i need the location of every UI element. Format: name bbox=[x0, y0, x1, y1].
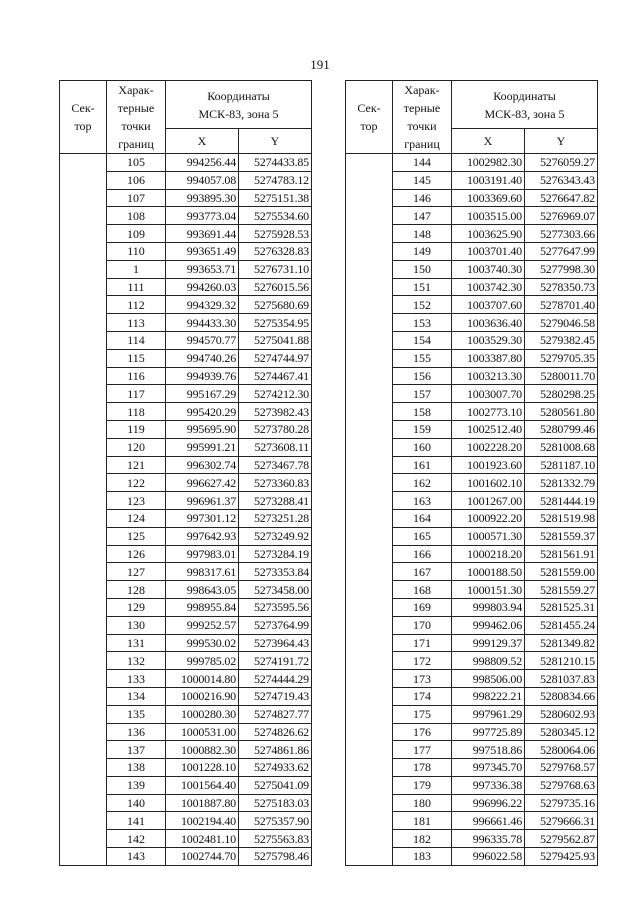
point-number-cell: 175 bbox=[393, 705, 452, 723]
y-coordinate-cell: 5278701.40 bbox=[525, 296, 598, 314]
point-number-cell: 162 bbox=[393, 474, 452, 492]
page-number: 191 bbox=[310, 57, 330, 72]
x-coordinate-cell: 1001602.10 bbox=[452, 474, 525, 492]
x-coordinate-cell: 1003529.30 bbox=[452, 331, 525, 349]
y-coordinate-cell: 5281519.98 bbox=[525, 509, 598, 527]
x-coordinate-cell: 993691.44 bbox=[166, 225, 239, 243]
y-coordinate-cell: 5274191.72 bbox=[239, 652, 312, 670]
header-coordinates bbox=[452, 81, 598, 129]
y-coordinate-cell: 5274861.86 bbox=[239, 741, 312, 759]
y-coordinate-cell: 5279425.93 bbox=[525, 848, 598, 866]
header-sector bbox=[60, 81, 107, 154]
coordinates-table-left bbox=[59, 80, 312, 866]
x-coordinate-cell: 998222.21 bbox=[452, 687, 525, 705]
y-coordinate-cell: 5273251.28 bbox=[239, 509, 312, 527]
y-coordinate-cell: 5279046.58 bbox=[525, 314, 598, 332]
y-coordinate-cell: 5280064.06 bbox=[525, 741, 598, 759]
y-coordinate-cell: 5274827.77 bbox=[239, 705, 312, 723]
y-coordinate-cell: 5273353.84 bbox=[239, 563, 312, 581]
y-coordinate-cell: 5279666.31 bbox=[525, 812, 598, 830]
x-coordinate-cell: 1003707.60 bbox=[452, 296, 525, 314]
x-coordinate-cell: 1001228.10 bbox=[166, 759, 239, 777]
point-number-cell: 139 bbox=[107, 776, 166, 794]
point-number-cell: 160 bbox=[393, 438, 452, 456]
y-coordinate-cell: 5274933.62 bbox=[239, 759, 312, 777]
point-number-cell: 183 bbox=[393, 848, 452, 866]
x-coordinate-cell: 994433.30 bbox=[166, 314, 239, 332]
x-coordinate-cell: 995167.29 bbox=[166, 385, 239, 403]
y-coordinate-cell: 5273982.43 bbox=[239, 403, 312, 421]
point-number-cell: 113 bbox=[107, 314, 166, 332]
x-coordinate-cell: 999530.02 bbox=[166, 634, 239, 652]
x-coordinate-cell: 996627.42 bbox=[166, 474, 239, 492]
x-coordinate-cell: 998809.52 bbox=[452, 652, 525, 670]
y-coordinate-cell: 5276328.83 bbox=[239, 242, 312, 260]
x-coordinate-cell: 1003625.90 bbox=[452, 225, 525, 243]
x-coordinate-cell: 999462.06 bbox=[452, 616, 525, 634]
x-coordinate-cell: 1001923.60 bbox=[452, 456, 525, 474]
point-number-cell: 106 bbox=[107, 171, 166, 189]
x-coordinate-cell: 996335.78 bbox=[452, 830, 525, 848]
sector-cell bbox=[346, 154, 393, 866]
point-number-cell: 174 bbox=[393, 687, 452, 705]
x-coordinate-cell: 994256.44 bbox=[166, 154, 239, 172]
y-coordinate-cell: 5276647.82 bbox=[525, 189, 598, 207]
y-coordinate-cell: 5276969.07 bbox=[525, 207, 598, 225]
header-x: X bbox=[166, 129, 239, 154]
x-coordinate-cell: 1000218.20 bbox=[452, 545, 525, 563]
point-number-cell: 131 bbox=[107, 634, 166, 652]
point-number-cell: 118 bbox=[107, 403, 166, 421]
point-number-cell: 107 bbox=[107, 189, 166, 207]
x-coordinate-cell: 993895.30 bbox=[166, 189, 239, 207]
point-number-cell: 142 bbox=[107, 830, 166, 848]
y-coordinate-cell: 5279768.63 bbox=[525, 776, 598, 794]
point-number-cell: 169 bbox=[393, 598, 452, 616]
point-number-cell: 158 bbox=[393, 403, 452, 421]
x-coordinate-cell: 997345.70 bbox=[452, 759, 525, 777]
x-coordinate-cell: 993653.71 bbox=[166, 260, 239, 278]
point-number-cell: 130 bbox=[107, 616, 166, 634]
point-number-cell: 112 bbox=[107, 296, 166, 314]
point-number-cell: 111 bbox=[107, 278, 166, 296]
point-number-cell: 141 bbox=[107, 812, 166, 830]
x-coordinate-cell: 1000571.30 bbox=[452, 527, 525, 545]
header-points-label: Харак- терные точки границ bbox=[403, 83, 441, 151]
point-number-cell: 159 bbox=[393, 420, 452, 438]
y-coordinate-cell: 5279382.45 bbox=[525, 331, 598, 349]
x-coordinate-cell: 1003515.00 bbox=[452, 207, 525, 225]
point-number-cell: 154 bbox=[393, 331, 452, 349]
point-number-cell: 171 bbox=[393, 634, 452, 652]
y-coordinate-cell: 5274212.30 bbox=[239, 385, 312, 403]
x-coordinate-cell: 997518.86 bbox=[452, 741, 525, 759]
point-number-cell: 168 bbox=[393, 581, 452, 599]
x-coordinate-cell: 996661.46 bbox=[452, 812, 525, 830]
y-coordinate-cell: 5273284.19 bbox=[239, 545, 312, 563]
y-coordinate-cell: 5281332.79 bbox=[525, 474, 598, 492]
point-number-cell: 147 bbox=[393, 207, 452, 225]
y-coordinate-cell: 5276731.10 bbox=[239, 260, 312, 278]
x-coordinate-cell: 1000216.90 bbox=[166, 687, 239, 705]
point-number-cell: 180 bbox=[393, 794, 452, 812]
x-coordinate-cell: 994057.08 bbox=[166, 171, 239, 189]
point-number-cell: 138 bbox=[107, 759, 166, 777]
sector-cell bbox=[60, 154, 107, 866]
x-coordinate-cell: 1002744.70 bbox=[166, 848, 239, 866]
header-y: Y bbox=[239, 129, 312, 154]
x-coordinate-cell: 1002481.10 bbox=[166, 830, 239, 848]
x-coordinate-cell: 1001564.40 bbox=[166, 776, 239, 794]
x-coordinate-cell: 1003191.40 bbox=[452, 171, 525, 189]
y-coordinate-cell: 5279562.87 bbox=[525, 830, 598, 848]
x-coordinate-cell: 999803.94 bbox=[452, 598, 525, 616]
y-coordinate-cell: 5276343.43 bbox=[525, 171, 598, 189]
point-number-cell: 156 bbox=[393, 367, 452, 385]
point-number-cell: 148 bbox=[393, 225, 452, 243]
y-coordinate-cell: 5280799.46 bbox=[525, 420, 598, 438]
table-row bbox=[346, 154, 598, 172]
x-coordinate-cell: 1000531.00 bbox=[166, 723, 239, 741]
x-coordinate-cell: 1003387.80 bbox=[452, 349, 525, 367]
point-number-cell: 146 bbox=[393, 189, 452, 207]
y-coordinate-cell: 5280834.66 bbox=[525, 687, 598, 705]
x-coordinate-cell: 996961.37 bbox=[166, 492, 239, 510]
y-coordinate-cell: 5274433.85 bbox=[239, 154, 312, 172]
y-coordinate-cell: 5281349.82 bbox=[525, 634, 598, 652]
point-number-cell: 1 bbox=[107, 260, 166, 278]
x-coordinate-cell: 998506.00 bbox=[452, 670, 525, 688]
x-coordinate-cell: 998317.61 bbox=[166, 563, 239, 581]
y-coordinate-cell: 5277998.30 bbox=[525, 260, 598, 278]
x-coordinate-cell: 996302.74 bbox=[166, 456, 239, 474]
y-coordinate-cell: 5281525.31 bbox=[525, 598, 598, 616]
y-coordinate-cell: 5281210.15 bbox=[525, 652, 598, 670]
y-coordinate-cell: 5273249.92 bbox=[239, 527, 312, 545]
x-coordinate-cell: 1003007.70 bbox=[452, 385, 525, 403]
y-coordinate-cell: 5275563.83 bbox=[239, 830, 312, 848]
y-coordinate-cell: 5280298.25 bbox=[525, 385, 598, 403]
point-number-cell: 177 bbox=[393, 741, 452, 759]
x-coordinate-cell: 997961.29 bbox=[452, 705, 525, 723]
point-number-cell: 166 bbox=[393, 545, 452, 563]
x-coordinate-cell: 998955.84 bbox=[166, 598, 239, 616]
x-coordinate-cell: 1000014.80 bbox=[166, 670, 239, 688]
table-body-right bbox=[346, 154, 598, 866]
x-coordinate-cell: 1003742.30 bbox=[452, 278, 525, 296]
point-number-cell: 165 bbox=[393, 527, 452, 545]
y-coordinate-cell: 5274467.41 bbox=[239, 367, 312, 385]
x-coordinate-cell: 1001267.00 bbox=[452, 492, 525, 510]
header-sector-label: Сек- тор bbox=[71, 101, 95, 133]
x-coordinate-cell: 994939.76 bbox=[166, 367, 239, 385]
x-coordinate-cell: 1000882.30 bbox=[166, 741, 239, 759]
point-number-cell: 128 bbox=[107, 581, 166, 599]
x-coordinate-cell: 1003740.30 bbox=[452, 260, 525, 278]
point-number-cell: 115 bbox=[107, 349, 166, 367]
x-coordinate-cell: 993651.49 bbox=[166, 242, 239, 260]
point-number-cell: 161 bbox=[393, 456, 452, 474]
x-coordinate-cell: 1000280.30 bbox=[166, 705, 239, 723]
x-coordinate-cell: 996996.22 bbox=[452, 794, 525, 812]
x-coordinate-cell: 993773.04 bbox=[166, 207, 239, 225]
x-coordinate-cell: 1001887.80 bbox=[166, 794, 239, 812]
header-sector bbox=[346, 81, 393, 154]
point-number-cell: 123 bbox=[107, 492, 166, 510]
point-number-cell: 114 bbox=[107, 331, 166, 349]
header-coordinates-label: Координаты МСК-83, зона 5 bbox=[198, 88, 279, 121]
header-coordinates bbox=[166, 81, 312, 129]
y-coordinate-cell: 5281559.00 bbox=[525, 563, 598, 581]
point-number-cell: 125 bbox=[107, 527, 166, 545]
y-coordinate-cell: 5281187.10 bbox=[525, 456, 598, 474]
point-number-cell: 170 bbox=[393, 616, 452, 634]
y-coordinate-cell: 5281455.24 bbox=[525, 616, 598, 634]
y-coordinate-cell: 5273360.83 bbox=[239, 474, 312, 492]
point-number-cell: 163 bbox=[393, 492, 452, 510]
point-number-cell: 136 bbox=[107, 723, 166, 741]
y-coordinate-cell: 5275041.09 bbox=[239, 776, 312, 794]
point-number-cell: 127 bbox=[107, 563, 166, 581]
point-number-cell: 182 bbox=[393, 830, 452, 848]
x-coordinate-cell: 994329.32 bbox=[166, 296, 239, 314]
header-coordinates-label: Координаты МСК-83, зона 5 bbox=[484, 88, 565, 121]
point-number-cell: 181 bbox=[393, 812, 452, 830]
x-coordinate-cell: 1000922.20 bbox=[452, 509, 525, 527]
y-coordinate-cell: 5273780.28 bbox=[239, 420, 312, 438]
y-coordinate-cell: 5276015.56 bbox=[239, 278, 312, 296]
y-coordinate-cell: 5275798.46 bbox=[239, 848, 312, 866]
y-coordinate-cell: 5281037.83 bbox=[525, 670, 598, 688]
x-coordinate-cell: 997301.12 bbox=[166, 509, 239, 527]
y-coordinate-cell: 5280345.12 bbox=[525, 723, 598, 741]
y-coordinate-cell: 5273595.56 bbox=[239, 598, 312, 616]
x-coordinate-cell: 1002228.20 bbox=[452, 438, 525, 456]
point-number-cell: 140 bbox=[107, 794, 166, 812]
x-coordinate-cell: 997983.01 bbox=[166, 545, 239, 563]
x-coordinate-cell: 1000151.30 bbox=[452, 581, 525, 599]
y-coordinate-cell: 5273467.78 bbox=[239, 456, 312, 474]
y-coordinate-cell: 5273764.99 bbox=[239, 616, 312, 634]
y-coordinate-cell: 5279735.16 bbox=[525, 794, 598, 812]
x-coordinate-cell: 994260.03 bbox=[166, 278, 239, 296]
x-coordinate-cell: 997725.89 bbox=[452, 723, 525, 741]
y-coordinate-cell: 5275354.95 bbox=[239, 314, 312, 332]
header-points-label: Харак- терные точки границ bbox=[117, 83, 155, 151]
point-number-cell: 157 bbox=[393, 385, 452, 403]
y-coordinate-cell: 5274744.97 bbox=[239, 349, 312, 367]
header-y: Y bbox=[525, 129, 598, 154]
point-number-cell: 144 bbox=[393, 154, 452, 172]
x-coordinate-cell: 995420.29 bbox=[166, 403, 239, 421]
point-number-cell: 151 bbox=[393, 278, 452, 296]
x-coordinate-cell: 999785.02 bbox=[166, 652, 239, 670]
header-sector-label: Сек- тор bbox=[357, 101, 381, 133]
x-coordinate-cell: 999129.37 bbox=[452, 634, 525, 652]
y-coordinate-cell: 5274719.43 bbox=[239, 687, 312, 705]
y-coordinate-cell: 5273458.00 bbox=[239, 581, 312, 599]
x-coordinate-cell: 1002773.10 bbox=[452, 403, 525, 421]
x-coordinate-cell: 1003701.40 bbox=[452, 242, 525, 260]
y-coordinate-cell: 5281444.19 bbox=[525, 492, 598, 510]
point-number-cell: 132 bbox=[107, 652, 166, 670]
point-number-cell: 143 bbox=[107, 848, 166, 866]
y-coordinate-cell: 5281561.91 bbox=[525, 545, 598, 563]
y-coordinate-cell: 5275680.69 bbox=[239, 296, 312, 314]
point-number-cell: 150 bbox=[393, 260, 452, 278]
table-row bbox=[60, 154, 312, 172]
point-number-cell: 124 bbox=[107, 509, 166, 527]
y-coordinate-cell: 5280561.80 bbox=[525, 403, 598, 421]
point-number-cell: 110 bbox=[107, 242, 166, 260]
x-coordinate-cell: 998643.05 bbox=[166, 581, 239, 599]
point-number-cell: 172 bbox=[393, 652, 452, 670]
point-number-cell: 176 bbox=[393, 723, 452, 741]
x-coordinate-cell: 1003636.40 bbox=[452, 314, 525, 332]
x-coordinate-cell: 1003369.60 bbox=[452, 189, 525, 207]
point-number-cell: 122 bbox=[107, 474, 166, 492]
y-coordinate-cell: 5276059.27 bbox=[525, 154, 598, 172]
y-coordinate-cell: 5273964.43 bbox=[239, 634, 312, 652]
point-number-cell: 108 bbox=[107, 207, 166, 225]
point-number-cell: 155 bbox=[393, 349, 452, 367]
table-body-left bbox=[60, 154, 312, 866]
x-coordinate-cell: 995695.90 bbox=[166, 420, 239, 438]
point-number-cell: 121 bbox=[107, 456, 166, 474]
point-number-cell: 178 bbox=[393, 759, 452, 777]
point-number-cell: 173 bbox=[393, 670, 452, 688]
point-number-cell: 149 bbox=[393, 242, 452, 260]
point-number-cell: 135 bbox=[107, 705, 166, 723]
point-number-cell: 109 bbox=[107, 225, 166, 243]
y-coordinate-cell: 5275534.60 bbox=[239, 207, 312, 225]
point-number-cell: 133 bbox=[107, 670, 166, 688]
y-coordinate-cell: 5277303.66 bbox=[525, 225, 598, 243]
point-number-cell: 120 bbox=[107, 438, 166, 456]
y-coordinate-cell: 5273288.41 bbox=[239, 492, 312, 510]
y-coordinate-cell: 5273608.11 bbox=[239, 438, 312, 456]
x-coordinate-cell: 995991.21 bbox=[166, 438, 239, 456]
y-coordinate-cell: 5275183.03 bbox=[239, 794, 312, 812]
y-coordinate-cell: 5277647.99 bbox=[525, 242, 598, 260]
point-number-cell: 153 bbox=[393, 314, 452, 332]
x-coordinate-cell: 997336.38 bbox=[452, 776, 525, 794]
y-coordinate-cell: 5280602.93 bbox=[525, 705, 598, 723]
x-coordinate-cell: 994570.77 bbox=[166, 331, 239, 349]
y-coordinate-cell: 5274444.29 bbox=[239, 670, 312, 688]
point-number-cell: 119 bbox=[107, 420, 166, 438]
point-number-cell: 134 bbox=[107, 687, 166, 705]
y-coordinate-cell: 5281008.68 bbox=[525, 438, 598, 456]
x-coordinate-cell: 1002194.40 bbox=[166, 812, 239, 830]
y-coordinate-cell: 5274826.62 bbox=[239, 723, 312, 741]
point-number-cell: 129 bbox=[107, 598, 166, 616]
x-coordinate-cell: 1003213.30 bbox=[452, 367, 525, 385]
y-coordinate-cell: 5275151.38 bbox=[239, 189, 312, 207]
x-coordinate-cell: 1000188.50 bbox=[452, 563, 525, 581]
y-coordinate-cell: 5275357.90 bbox=[239, 812, 312, 830]
y-coordinate-cell: 5281559.37 bbox=[525, 527, 598, 545]
y-coordinate-cell: 5280011.70 bbox=[525, 367, 598, 385]
y-coordinate-cell: 5281559.27 bbox=[525, 581, 598, 599]
point-number-cell: 167 bbox=[393, 563, 452, 581]
point-number-cell: 137 bbox=[107, 741, 166, 759]
y-coordinate-cell: 5279768.57 bbox=[525, 759, 598, 777]
y-coordinate-cell: 5278350.73 bbox=[525, 278, 598, 296]
y-coordinate-cell: 5275041.88 bbox=[239, 331, 312, 349]
point-number-cell: 164 bbox=[393, 509, 452, 527]
y-coordinate-cell: 5274783.12 bbox=[239, 171, 312, 189]
point-number-cell: 105 bbox=[107, 154, 166, 172]
point-number-cell: 145 bbox=[393, 171, 452, 189]
x-coordinate-cell: 1002982.30 bbox=[452, 154, 525, 172]
x-coordinate-cell: 994740.26 bbox=[166, 349, 239, 367]
header-points bbox=[107, 81, 166, 154]
header-points bbox=[393, 81, 452, 154]
point-number-cell: 179 bbox=[393, 776, 452, 794]
header-x: X bbox=[452, 129, 525, 154]
x-coordinate-cell: 1002512.40 bbox=[452, 420, 525, 438]
x-coordinate-cell: 999252.57 bbox=[166, 616, 239, 634]
point-number-cell: 116 bbox=[107, 367, 166, 385]
point-number-cell: 117 bbox=[107, 385, 166, 403]
coordinates-table-right bbox=[345, 80, 598, 866]
y-coordinate-cell: 5275928.53 bbox=[239, 225, 312, 243]
y-coordinate-cell: 5279705.35 bbox=[525, 349, 598, 367]
point-number-cell: 126 bbox=[107, 545, 166, 563]
x-coordinate-cell: 996022.58 bbox=[452, 848, 525, 866]
point-number-cell: 152 bbox=[393, 296, 452, 314]
x-coordinate-cell: 997642.93 bbox=[166, 527, 239, 545]
